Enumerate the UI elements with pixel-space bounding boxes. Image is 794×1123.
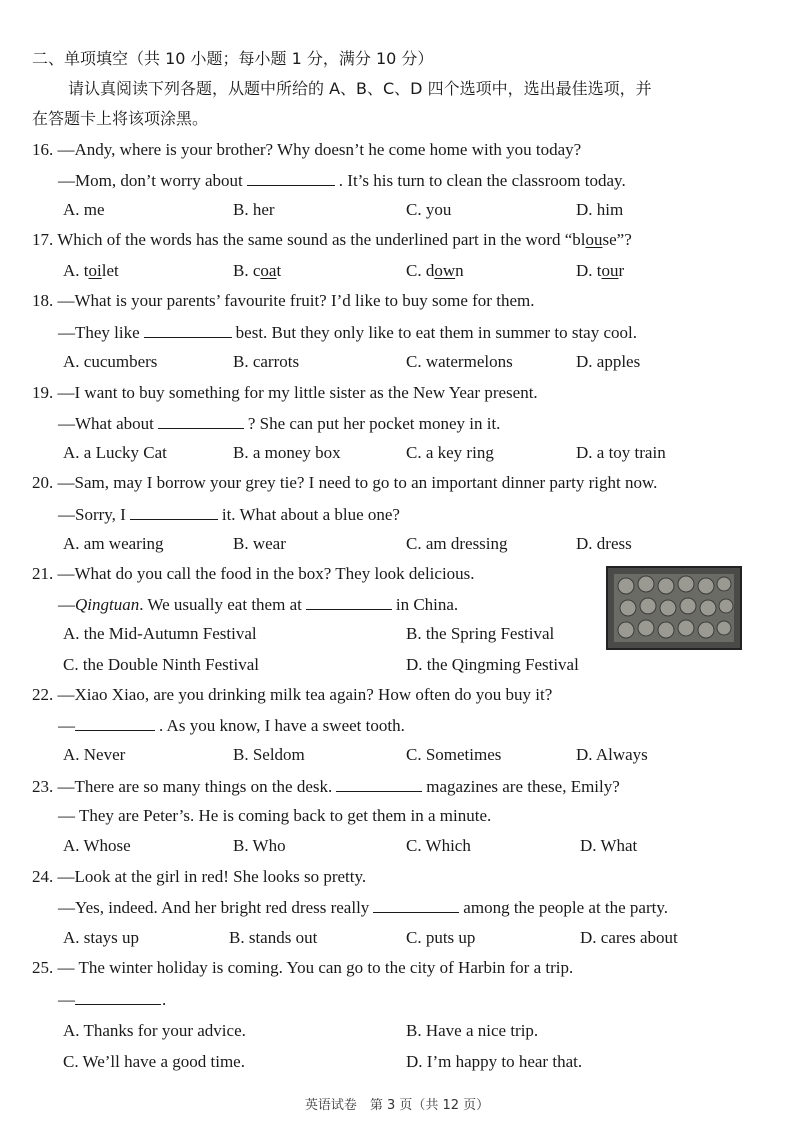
- q19-answer-line: [58, 412, 500, 435]
- q22-option-a: A. Never: [63, 745, 126, 764]
- q21-question: 21. —What do you call the food in the box? They look delicious.: [32, 564, 475, 583]
- q17-underlined: ou: [585, 230, 603, 249]
- q24-option-c: C. puts up: [406, 928, 476, 947]
- q17-option-a: [63, 260, 119, 282]
- q23-question-start: 23. —There are so many things on the desk.: [32, 777, 333, 796]
- q19-blank: [158, 412, 244, 429]
- q25-answer-line: [58, 988, 166, 1011]
- q23-question: [32, 775, 620, 798]
- q19-option-c: C. a key ring: [406, 443, 494, 462]
- q20-option-b: B. wear: [233, 534, 286, 553]
- q16-option-c: C. you: [406, 200, 452, 219]
- section-instruction-1: 请认真阅读下列各题，从题中所给的 A、B、C、D 四个选项中，选出最佳选项，并: [68, 79, 652, 98]
- q17-c-part1: C. d: [406, 261, 435, 280]
- q22-blank: [75, 714, 155, 731]
- q19-answer-start: —What about: [58, 414, 154, 433]
- q20-question: 20. —Sam, may I borrow your grey tie? I need to go to an important dinner party right now.: [32, 473, 658, 492]
- q22-answer-end: . As you know, I have a sweet tooth.: [159, 716, 405, 735]
- q25-option-c: C. We’ll have a good time.: [63, 1052, 245, 1071]
- q20-blank: [130, 503, 218, 520]
- q24-answer-end: among the people at the party.: [463, 898, 669, 917]
- page-footer: 英语试卷 第 3 页（共 12 页）: [304, 1098, 490, 1113]
- q16-answer-line: [58, 169, 626, 192]
- q17-c-underlined: ow: [434, 261, 456, 280]
- q17-b-part1: B. c: [233, 261, 261, 280]
- q19-question: 19. —I want to buy something for my little sister as the New Year present.: [32, 383, 538, 402]
- q19-option-b: B. a money box: [233, 443, 341, 462]
- q20-option-d: D. dress: [576, 534, 632, 553]
- q16-answer-start: —Mom, don’t worry about: [58, 171, 243, 190]
- q17-option-d: [576, 260, 624, 282]
- q22-answer-line: — . As you know, I have a sweet tooth.: [58, 716, 405, 735]
- q18-option-b: B. carrots: [233, 352, 300, 371]
- qingtuan-photo: [606, 566, 742, 650]
- q20-answer-line: [58, 503, 400, 526]
- q21-option-d: D. the Qingming Festival: [406, 655, 579, 674]
- q25-dash: —: [58, 990, 75, 1009]
- q24-question: 24. —Look at the girl in red! She looks so pretty.: [32, 867, 367, 886]
- q21-option-b: B. the Spring Festival: [406, 624, 555, 643]
- qingtuan-photo-graphic: [608, 568, 740, 648]
- q19-option-d: D. a toy train: [576, 443, 666, 462]
- q23-option-c: C. Which: [406, 836, 471, 855]
- q22-option-b: B. Seldom: [233, 745, 305, 764]
- q23-blank: [336, 775, 422, 792]
- q17-option-c: [406, 260, 464, 282]
- q25-option-a: A. Thanks for your advice.: [63, 1021, 246, 1040]
- q23-option-a: A. Whose: [63, 836, 131, 855]
- q21-answer-start: . We usually eat them at: [139, 595, 302, 614]
- q23-answer-line: — They are Peter’s. He is coming back to get them in a minute.: [58, 806, 492, 825]
- q22-question: 22. —Xiao Xiao, are you drinking milk tea again? How often do you buy it?: [32, 685, 553, 704]
- q17-c-part3: n: [455, 261, 464, 280]
- section-instruction-2: 在答题卡上将该项涂黑。: [32, 109, 209, 128]
- q18-option-d: D. apples: [576, 352, 641, 371]
- q17-b-part3: t: [276, 261, 282, 280]
- q18-question: 18. —What is your parents’ favourite fruit? I’d like to buy some for them.: [32, 291, 535, 310]
- q21-option-c: C. the Double Ninth Festival: [63, 655, 259, 674]
- q16-option-d: D. him: [576, 200, 624, 219]
- q18-answer-line: [58, 321, 637, 344]
- q17-a-part1: A. t: [63, 261, 89, 280]
- q22-option-c: C. Sometimes: [406, 745, 502, 764]
- q21-answer-end: in China.: [395, 595, 459, 614]
- q16-option-a: A. me: [63, 200, 105, 219]
- q19-option-a: A. a Lucky Cat: [63, 443, 167, 462]
- q25-period: .: [162, 990, 167, 1009]
- q21-blank: [306, 593, 392, 610]
- q24-option-d: D. cares about: [580, 928, 678, 947]
- section-title: 二、单项填空（共 10 小题；每小题 1 分，满分 10 分）: [32, 49, 434, 68]
- q21-option-a: A. the Mid-Autumn Festival: [63, 624, 257, 643]
- q24-option-b: B. stands out: [229, 928, 318, 947]
- q17-question: [32, 229, 632, 251]
- q17-d-part3: r: [618, 261, 625, 280]
- q16-answer-end: . It’s his turn to clean the classroom today.: [338, 171, 626, 190]
- q16-option-b: B. her: [233, 200, 275, 219]
- q25-blank: [75, 988, 161, 1005]
- q21-qingtuan: Qingtuan: [75, 595, 140, 614]
- q20-answer-start: —Sorry, I: [58, 505, 126, 524]
- q20-answer-end: it. What about a blue one?: [221, 505, 400, 524]
- q22-option-d: D. Always: [576, 745, 648, 764]
- q20-option-a: A. am wearing: [63, 534, 164, 553]
- q25-question: 25. — The winter holiday is coming. You can go to the city of Harbin for a trip.: [32, 958, 574, 977]
- q24-blank: [373, 896, 459, 913]
- q23-option-b: B. Who: [233, 836, 286, 855]
- q17-question-end: se”?: [602, 230, 632, 249]
- q17-a-part3: let: [101, 261, 119, 280]
- q18-option-c: C. watermelons: [406, 352, 513, 371]
- q16-blank: [247, 169, 335, 186]
- q18-blank: [144, 321, 232, 338]
- q23-question-end: magazines are these, Emily?: [426, 777, 620, 796]
- q24-answer-start: —Yes, indeed. And her bright red dress really: [58, 898, 370, 917]
- q17-d-underlined: ou: [601, 261, 619, 280]
- q17-b-underlined: oa: [260, 261, 277, 280]
- q17-question-start: 17. Which of the words has the same sound as the underlined part in the word “bl: [32, 230, 586, 249]
- q25-option-b: B. Have a nice trip.: [406, 1021, 539, 1040]
- q20-option-c: C. am dressing: [406, 534, 508, 553]
- q18-answer-end: best. But they only like to eat them in summer to stay cool.: [235, 323, 637, 342]
- q16-question: 16. —Andy, where is your brother? Why doesn’t he come home with you today?: [32, 140, 582, 159]
- q18-answer-start: —They like: [58, 323, 140, 342]
- q25-option-d: D. I’m happy to hear that.: [406, 1052, 583, 1071]
- q17-a-underlined: oi: [88, 261, 102, 280]
- q17-d-part1: D. t: [576, 261, 602, 280]
- q24-answer-line: [58, 896, 668, 919]
- q18-option-a: A. cucumbers: [63, 352, 158, 371]
- q17-option-b: [233, 260, 281, 282]
- q23-option-d: D. What: [580, 836, 638, 855]
- q21-answer-line: —Qingtuan. We usually eat them at in China.: [58, 595, 459, 614]
- q24-option-a: A. stays up: [63, 928, 140, 947]
- q19-answer-end: ? She can put her pocket money in it.: [247, 414, 501, 433]
